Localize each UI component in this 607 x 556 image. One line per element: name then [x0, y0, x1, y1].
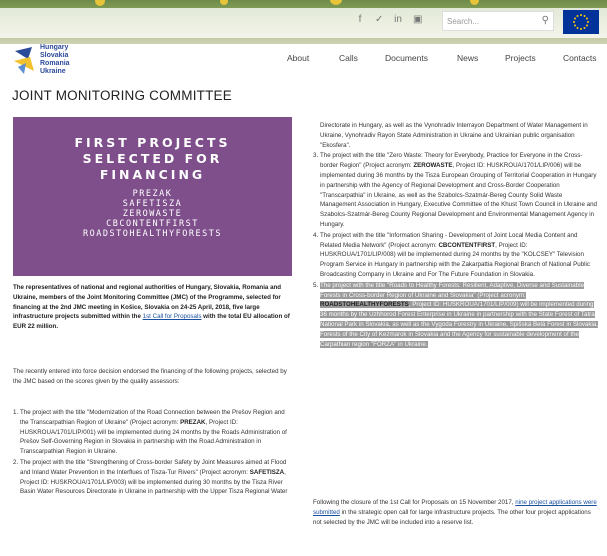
project-applications-link[interactable]: nine project applications were submitted	[313, 499, 597, 516]
item-text: The project with the title "Zero Waste: Theory for Everybody, Practice for Everyone in the Cross-border Region" (Project acronym:	[320, 152, 583, 170]
logo-name: Romania	[40, 60, 70, 67]
nav-item-calls[interactable]: Calls	[339, 53, 358, 63]
hero-title	[13, 135, 292, 183]
call-for-proposals-link[interactable]: 1st Call for Proposals	[142, 313, 202, 321]
project-acronym: ZEROWASTE	[413, 162, 453, 170]
list-item-selected	[313, 281, 598, 350]
item-text: The project with the title "Information Sharing - Development of Joint Local Media Content and Related Media Network" (Project acronym:	[320, 231, 578, 249]
list-item-continuation	[313, 121, 598, 150]
nav-item-documents[interactable]: Documents	[385, 53, 428, 63]
search-icon[interactable]: ⚲	[541, 15, 549, 26]
list-number: 2.	[13, 458, 19, 466]
project-acronym: PREZAK	[180, 418, 206, 426]
item-text: , Project ID: HUSKROUA/1701/LIP/003) will be implemented during 30 months by the Tisza River Basin Water Resources Directorate in Ukraine in partnership with the Upper Tisza Regional Water	[20, 468, 288, 496]
hero-title-line: FINANCING	[99, 167, 206, 182]
search-placeholder: Search...	[447, 17, 480, 26]
selected-text	[320, 282, 598, 348]
nav-item-contacts[interactable]: Contacts	[563, 53, 597, 63]
hero-title-line: FIRST PROJECTS	[74, 135, 231, 150]
item-text: Directorate in Hungary, as well as the Vynohradiv Interrayon Department of Water Management in Ukraine, Vynohradiv Rayon State Administration in Ukraine and Ukrainian public organisation "Ekosfera".	[320, 122, 588, 149]
logo-country-names	[40, 44, 70, 76]
eu-flag-logo	[563, 10, 599, 34]
hero-project: CBCONTENTFIRST	[106, 219, 199, 229]
hero-project: ROADSTOHEALTHYFORESTS	[83, 229, 222, 239]
list-item	[13, 408, 293, 457]
social-links	[356, 14, 421, 25]
closing-text: in the strategic open call for large infrastructure projects. The other four project applications not selected by the JMC will be included into a reserve list.	[313, 508, 591, 526]
intro-bold-tail: with the total EU allocation of EUR 22 million.	[13, 313, 290, 331]
project-list-right	[313, 121, 598, 349]
hero-project-list	[13, 189, 292, 239]
item-text: , Project ID: HUSKROUA/1701/LIP/009) will be implemented during 36 months by the Uzhhorod Forest Enterprise in Ukraine in partnership with the State Forest of Tatra National Park in Slovakia, as well as the Vygoda Forestry in Ukraine, Spišská Belá Forest in Slovakia, Forests of the City of Kezmarok in Slovakia and the Agency for sustainable development of the Carpathian region "FORZA" in Ukraine.	[320, 301, 598, 348]
logo-mark-icon	[12, 45, 38, 75]
list-number: 1.	[13, 409, 19, 416]
search-input[interactable]	[442, 11, 554, 31]
hero-project: PREZAK	[132, 189, 173, 199]
hero-image	[13, 117, 292, 276]
item-text: The project with the title "Roads to Healthy Forests: Resilient, Adaptive, Diverse and Sustainable Forests in Cross-border Region of Ukraine and Slovakia" (Project acronym:	[320, 281, 584, 299]
list-item	[13, 458, 293, 497]
programme-logo[interactable]	[12, 43, 82, 77]
item-text: , Project ID: HUSKROUA/1701/LIP/006) will be implemented during 36 months by the Tisza European Grouping of Territorial Cooperation in Hungary in partnership with the Agency of Regional Development and Cross-Border Cooperation "Transcarpathia" in Ukraine, as well as the Szabolcs-Szatmár-Bereg County Solid Waste Management Association in Hungary, Executive Committee of the Khust Town Council in Ukraine and Szabolcs-Szatmár-Bereg County Regional Development and Environmental Management Agency in Hungary.	[320, 162, 597, 228]
intro-paragraph	[13, 283, 293, 332]
list-number: 5.	[313, 281, 319, 289]
project-list-left	[13, 408, 293, 497]
intro-bold-text: The representatives of national and regional authorities of Hungary, Slovakia, Romania and Ukraine, members of the Joint Monitoring Committee (JMC) of the Programme, selected for financing at the 2nd JMC meeting in Košice, Slovakia on 24-25 April, 2018, five large infrastructure projects submitted within the	[13, 284, 282, 321]
list-item	[313, 231, 598, 280]
closing-paragraph	[313, 498, 598, 527]
intro-paragraph-2: The recently entered into force decision endorsed the financing of the following projects, selected by the JMC based on the scores given by the quality assessors:	[13, 368, 287, 385]
twitter-icon[interactable]: ✓	[375, 14, 384, 25]
hero-project: SAFETISZA	[122, 199, 183, 209]
nav-item-projects[interactable]: Projects	[505, 53, 536, 63]
project-acronym: ROADSTOHEALTHYFORESTS	[320, 301, 409, 309]
item-text: , Project ID: HUSKROUA/1701/LIP/008) will be implemented during 24 months by the "KOLCSEY" Television Program Service in Hungary in partnership with the Zakarpattia Regional Branch of National Public Broadcasting Company in Ukraine and For The Future Foundation in Slovakia.	[320, 241, 590, 278]
project-acronym: SAFETISZA	[249, 468, 285, 476]
linkedin-icon[interactable]: in	[394, 14, 402, 25]
logo-name: Ukraine	[40, 68, 66, 75]
list-item	[313, 151, 598, 229]
item-text: The project with the title "Modernization of the Road Connection between the Prešov Region and the Transcarpathian Region of Ukraine" (Project acronym:	[20, 409, 285, 426]
list-number: 3.	[313, 152, 319, 160]
hero-project: ZEROWASTE	[122, 209, 183, 219]
hero-title-line: SELECTED FOR	[82, 151, 223, 166]
facebook-icon[interactable]: f	[358, 14, 362, 25]
page-title: JOINT MONITORING COMMITTEE	[12, 88, 232, 103]
project-acronym: CBCONTENTFIRST	[438, 241, 496, 249]
closing-text: Following the closure of the 1st Call for Proposals on 15 November 2017,	[313, 499, 514, 506]
item-text: The project with the title "Strengthening of Cross-border Safety by Joint Measures aimed at Flood and Inland Water Prevention in the Interflues of Tisza-Tur Rivers" (Project acronym:	[20, 458, 287, 476]
item-text: , Project ID: HUSKROUA/1701/LIP/001) will be implemented during 24 months by the Roads Administration of Prešov Self-Governing Region in Slovakia in partnership with the Road Administration in Transcarpathian Region in Ukraine.	[20, 418, 287, 456]
nav-item-news[interactable]: News	[457, 53, 479, 63]
logo-name: Hungary	[40, 44, 69, 51]
list-number: 4.	[313, 231, 319, 239]
nav-item-about[interactable]: About	[287, 53, 310, 63]
instagram-icon[interactable]: ▣	[413, 14, 423, 25]
logo-name: Slovakia	[40, 52, 69, 59]
